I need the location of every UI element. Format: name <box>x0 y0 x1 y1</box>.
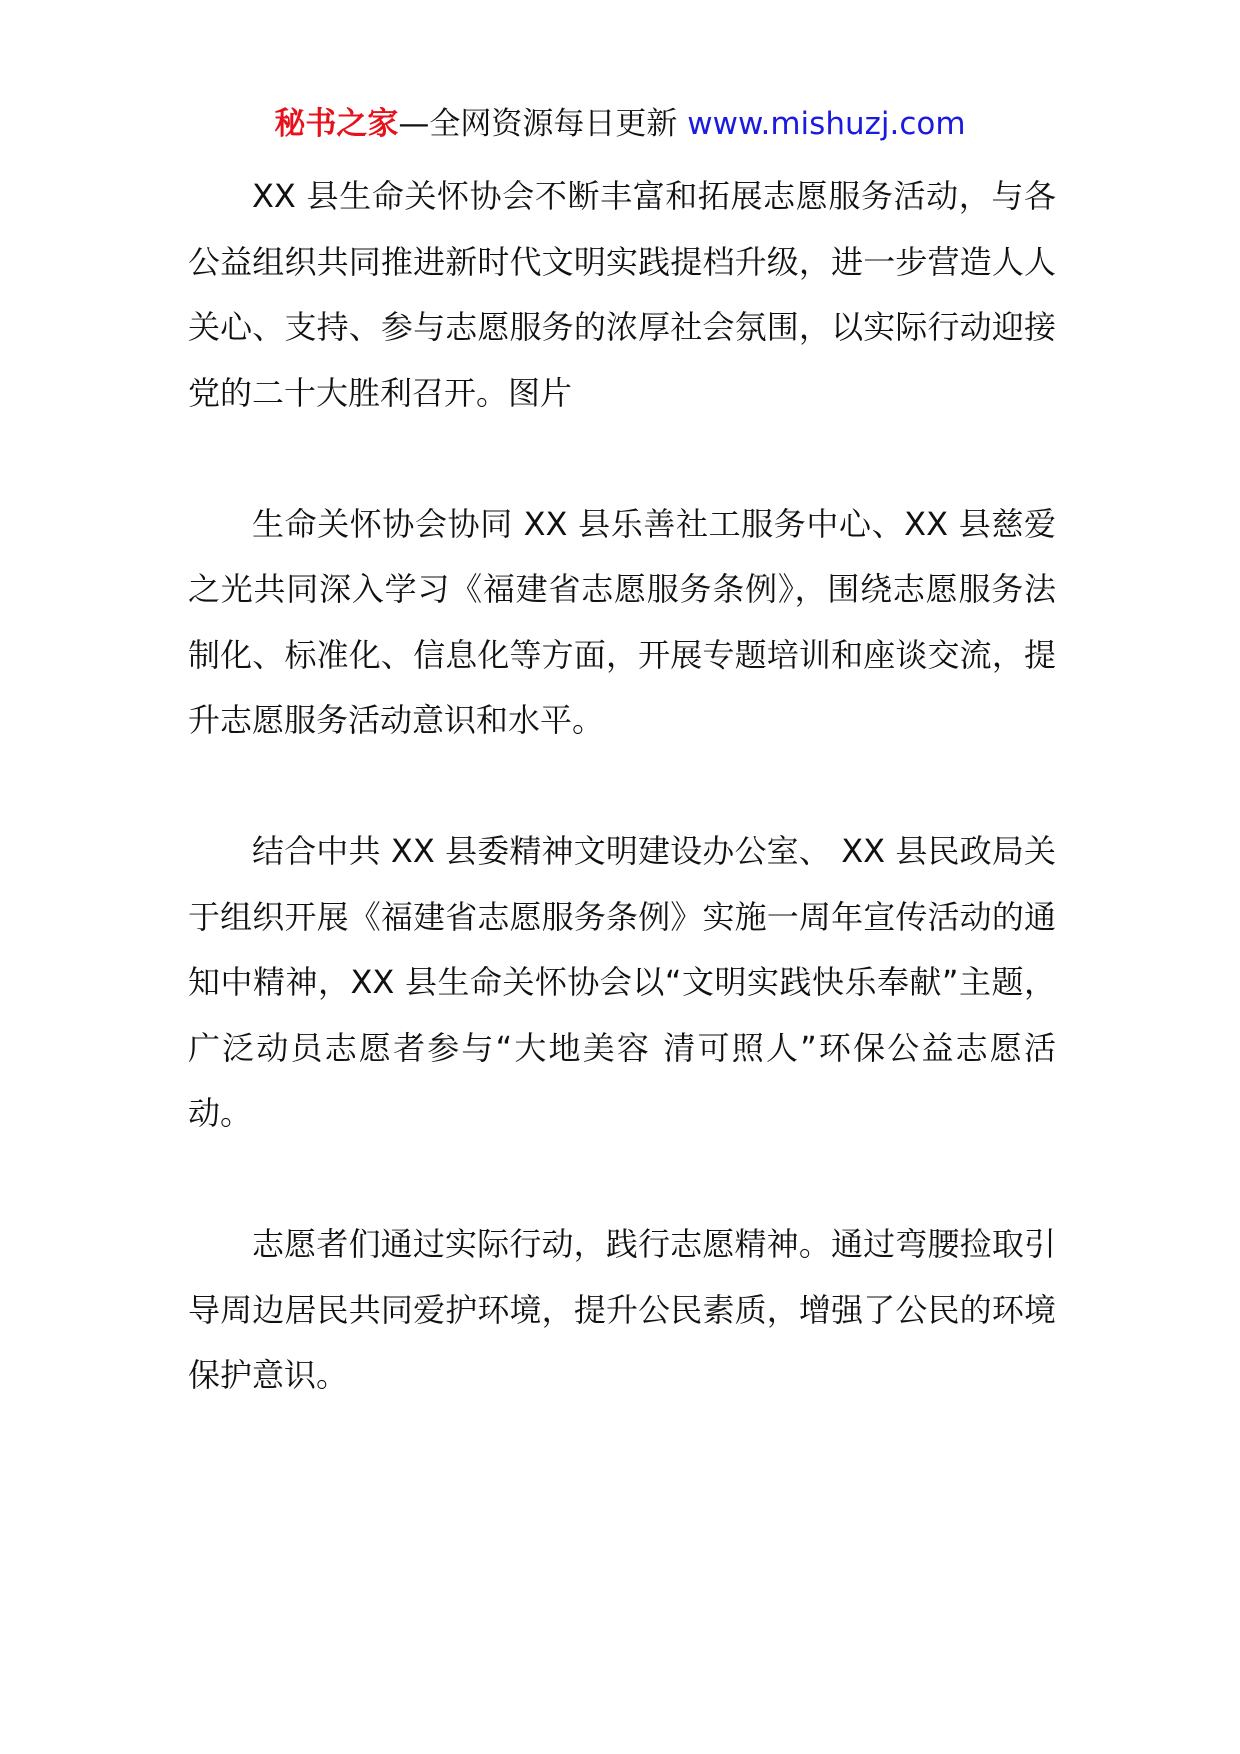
paragraph-2: 生命关怀协会协同 XX 县乐善社工服务中心、XX 县慈爱之光共同深入学习《福建省志愿服务条例》，围绕志愿服务法制化、标准化、信息化等方面，开展专题培训和座谈交流，提升志愿服务活动意识和水平。 <box>188 504 1056 739</box>
header-tagline: —全网资源每日更新 <box>398 106 678 142</box>
paragraph-1: XX 县生命关怀协会不断丰富和拓展志愿服务活动，与各公益组织共同推进新时代文明实践提档升级，进一步营造人人关心、支持、参与志愿服务的浓厚社会氛围，以实际行动迎接党的二十大胜利召开。图片 <box>188 177 1056 412</box>
paragraph-4: 志愿者们通过实际行动，践行志愿精神。通过弯腰捡取引导周边居民共同爱护环境，提升公民素质，增强了公民的环境保护意识。 <box>188 1225 1056 1394</box>
site-url[interactable]: www.mishuzj.com <box>687 106 966 142</box>
page-header <box>0 100 1240 148</box>
paragraph-3: 结合中共 XX 县委精神文明建设办公室、 XX 县民政局关于组织开展《福建省志愿服务条例》实施一周年宣传活动的通知中精神，XX 县生命关怀协会以“文明实践快乐奉献”主题，广泛动员志愿者参与“大地美容 清可照人”环保公益志愿活动。 <box>188 832 1056 1132</box>
document-body <box>188 164 1056 1474</box>
brand-name: 秘书之家 <box>274 106 399 142</box>
